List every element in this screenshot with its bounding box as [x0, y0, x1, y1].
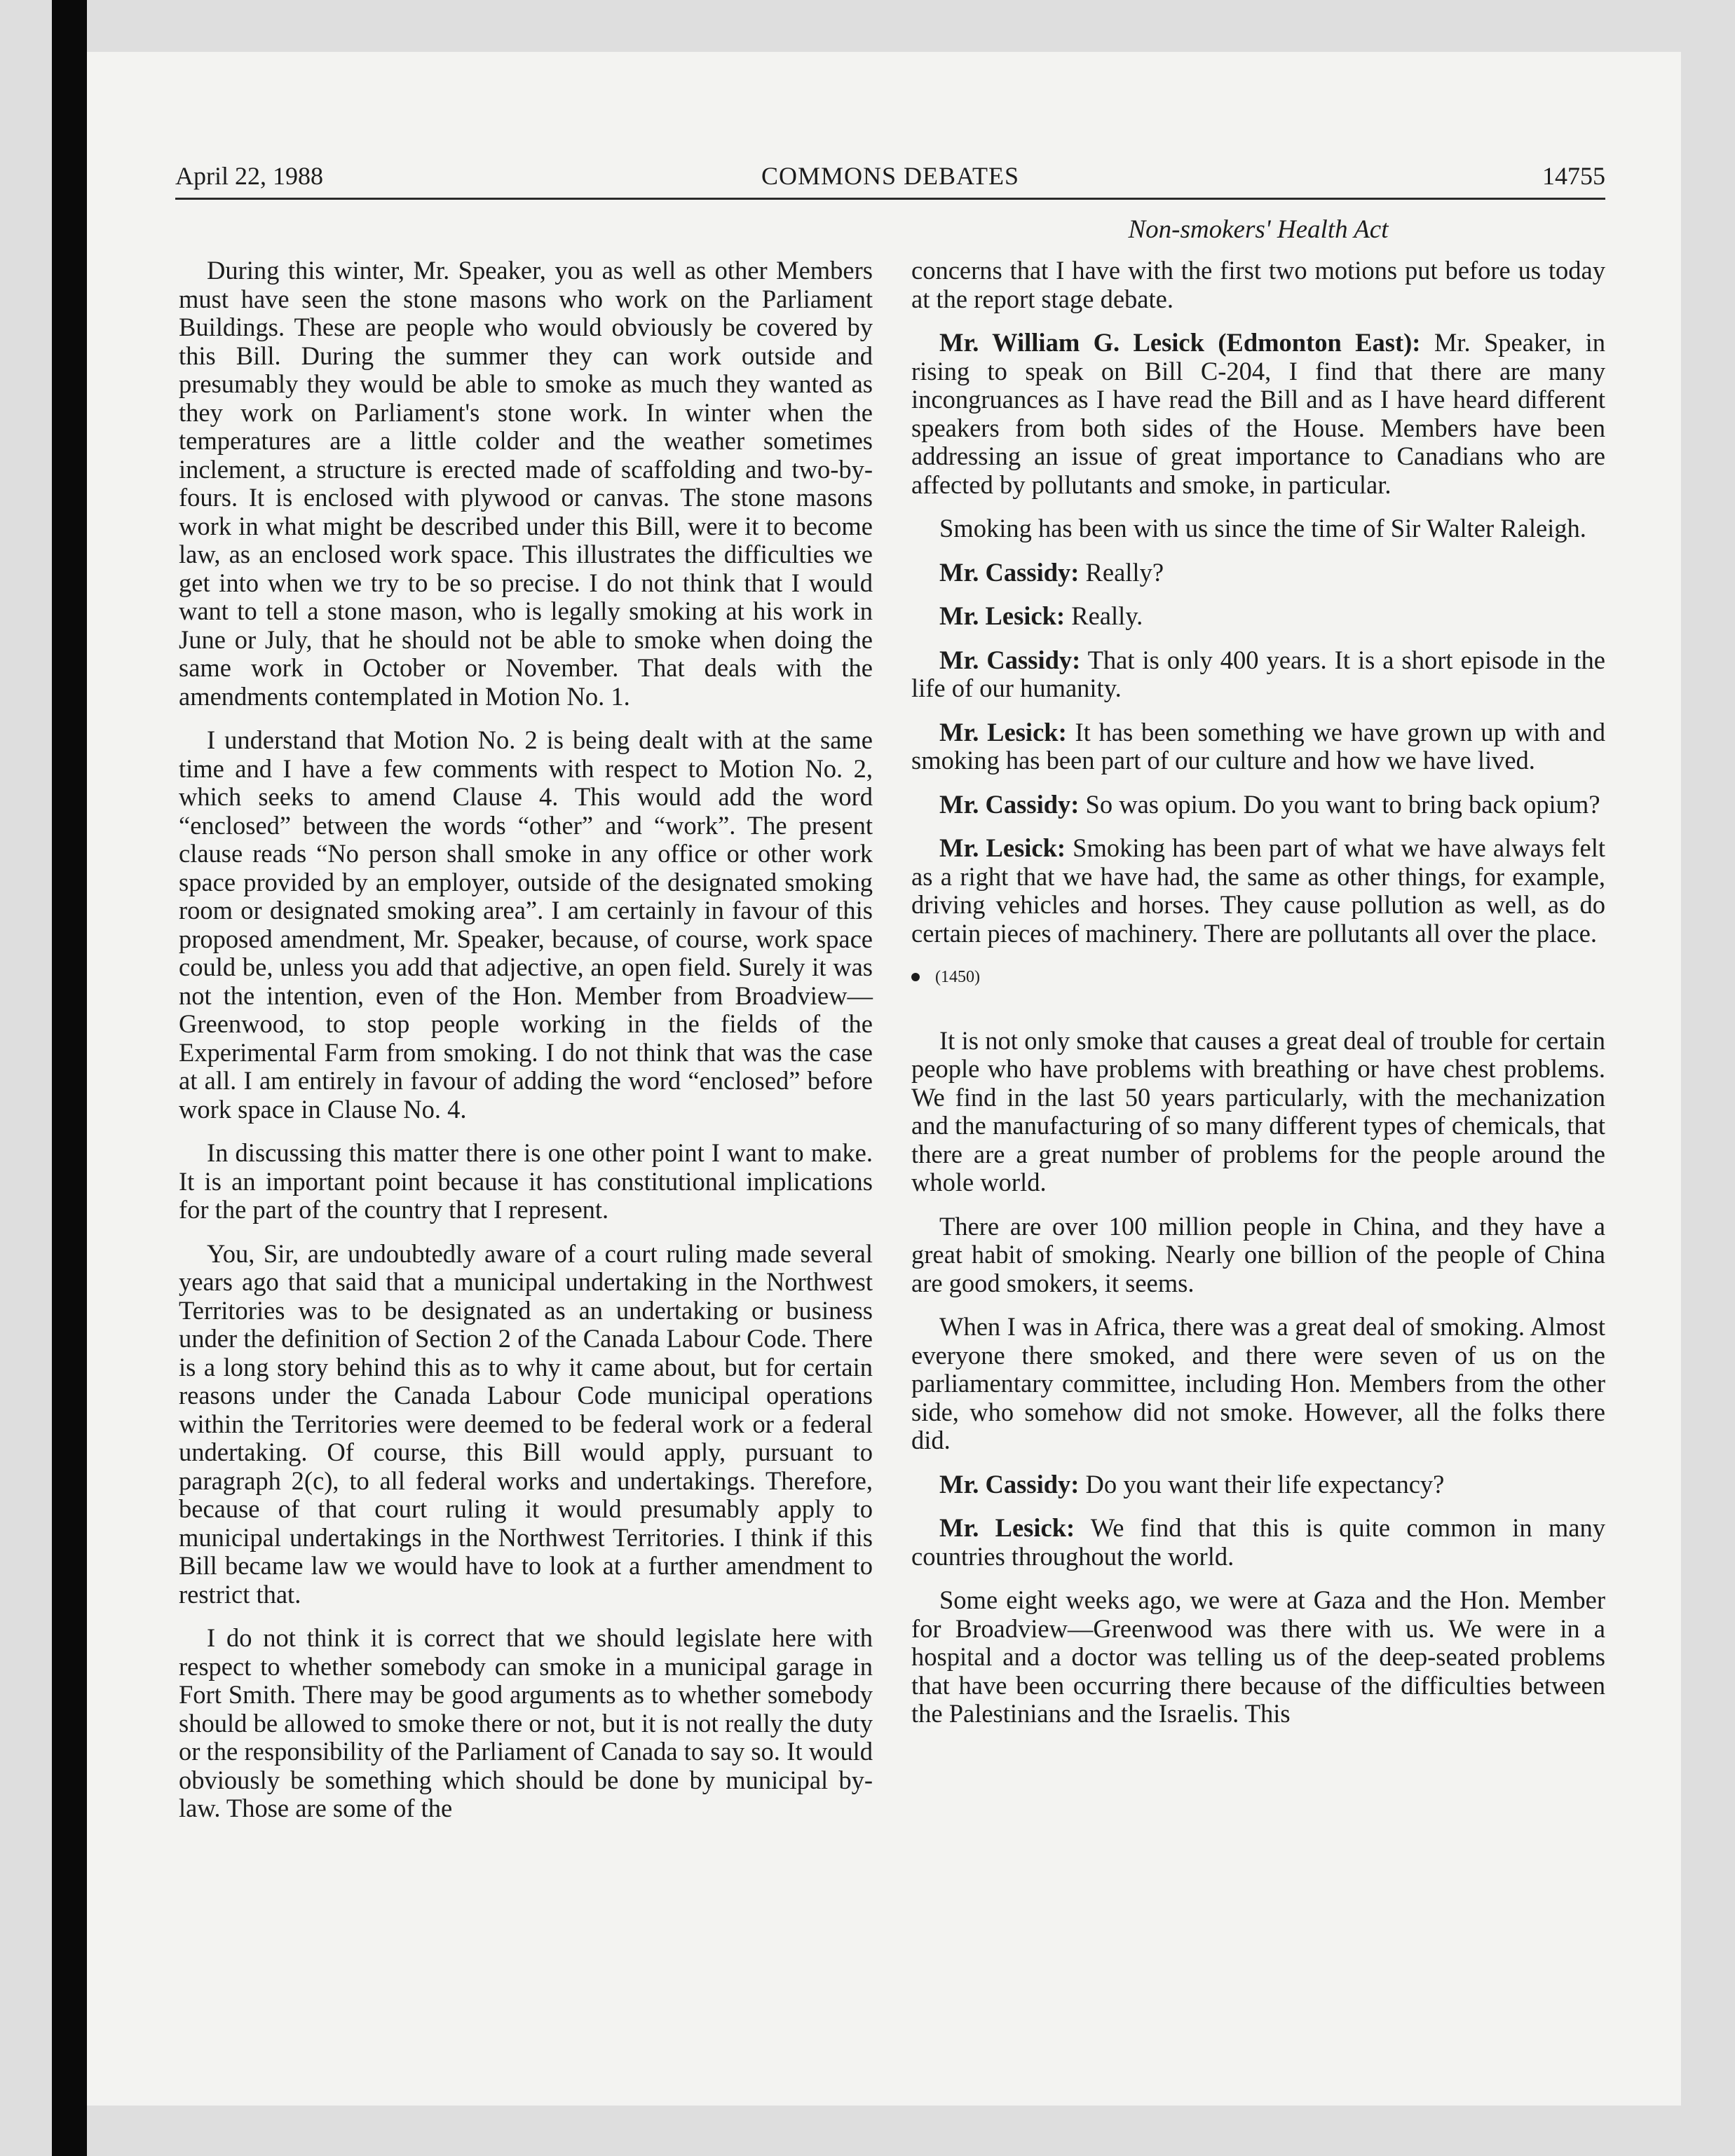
speech-paragraph [911, 329, 1605, 499]
speaker-name: Mr. William G. Lesick (Edmonton East): [939, 328, 1421, 357]
paragraph: Smoking has been with us since the time of Sir Walter Raleigh. [939, 514, 1586, 543]
speech-paragraph [911, 1471, 1605, 1499]
paragraph: I do not think it is correct that we should legislate here with respect to whether somebody can smoke in a municipal garage in Fort Smith. There may be good arguments as to whether somebody should be allowed to smoke there or not, but it is not really the duty or the responsibility of the Parliament of Canada to say so. It would obviously be something which should be done by municipal by-law. Those are some of the [179, 1623, 873, 1822]
speech-text: So was opium. Do you want to bring back opium? [1079, 789, 1600, 819]
timestamp: (1450) [935, 968, 980, 986]
speech-paragraph [911, 602, 1605, 631]
speech-text: Really. [1065, 601, 1143, 630]
paragraph: I understand that Motion No. 2 is being dealt with at the same time and I have a few comments with respect to Motion No. 2, which seeks to amend Clause 4. This would add the word “enclosed” between the words “other” and “work”. The present clause reads “No person shall smoke in any office or other work space provided by an employer, outside of the designated smoking room or designated smoking area”. I am certainly in favour of this proposed amendment, Mr. Speaker, because, of course, work space could be, unless you add that adjective, an open field. Surely it was not the intention, even of the Hon. Member from Broadview—Greenwood, to stop people working in the fields of the Experimental Farm from smoking. I do not think that was the case at all. I am entirely in favour of adding the word “enclosed” before work space in Clause No. 4. [179, 725, 873, 1124]
header-date: April 22, 1988 [175, 162, 323, 190]
speaker-name: Mr. Cassidy: [939, 789, 1080, 819]
speech-text: We find that this is quite common in many countries throughout the world. [911, 1513, 1605, 1571]
page-number: 14755 [1542, 162, 1605, 190]
speaker-name: Mr. Lesick: [939, 1513, 1075, 1542]
speech-text: Really? [1079, 557, 1164, 587]
timestamp-marker [911, 963, 1605, 992]
right-column [911, 257, 1605, 1744]
speaker-name: Mr. Cassidy: [939, 1469, 1080, 1499]
speech-paragraph [911, 1514, 1605, 1571]
paragraph: concerns that I have with the first two motions put before us today at the report stage debate. [911, 256, 1605, 313]
speech-text: Do you want their life expectancy? [1079, 1469, 1445, 1499]
speech-paragraph [911, 718, 1605, 775]
speaker-name: Mr. Lesick: [939, 717, 1067, 746]
paragraph: In discussing this matter there is one other point I want to make. It is an important point because it has constitutional implications for the part of the country that I represent. [179, 1138, 873, 1224]
speech-paragraph [911, 559, 1605, 587]
paragraph: When I was in Africa, there was a great deal of smoking. Almost everyone there smoked, and there were seven of us on the parliamentary committee, including Hon. Members from the other side, who somehow did not smoke. However, all the folks there did. [911, 1312, 1605, 1454]
speech-text: It has been something we have grown up with and smoking has been part of our culture and how we have lived. [911, 717, 1605, 775]
speech-paragraph [911, 791, 1605, 819]
speech-paragraph [911, 646, 1605, 703]
speech-paragraph [911, 834, 1605, 948]
page-header [175, 161, 1605, 200]
left-column [179, 257, 873, 1838]
speech-text: That is only 400 years. It is a short episode in the life of our humanity. [911, 645, 1605, 702]
speaker-name: Mr. Lesick: [939, 833, 1066, 862]
bullet-icon [911, 973, 920, 981]
paragraph: Some eight weeks ago, we were at Gaza and the Hon. Member for Broadview—Greenwood was there with us. We were in a hospital and a doctor was telling us of the deep-seated problems that have been occurring there because of the difficulties between the Palestinians and the Israelis. This [911, 1585, 1605, 1728]
speaker-name: Mr. Lesick: [939, 601, 1066, 630]
scan-edge [52, 0, 87, 2156]
speech-text: Mr. Speaker, in rising to speak on Bill C-204, I find that there are many incongruances as I have read the Bill and as I have heard different speakers from both sides of the House. Members have been addressing an issue of great importance to Canadians who are affected by pollutants and smoke, in particular. [911, 328, 1605, 499]
publication-name: COMMONS DEBATES [761, 162, 1020, 190]
paragraph: You, Sir, are undoubtedly aware of a court ruling made several years ago that said that a municipal undertaking in the Northwest Territories was to be designated as an undertaking or business under the definition of Section 2 of the Canada Labour Code. There is a long story behind this as to why it came about, but for certain reasons under the Canada Labour Code municipal operations within the Territories were deemed to be federal work or a federal undertaking. Of course, this Bill would apply, pursuant to paragraph 2(c), to all federal works and undertakings. Therefore, because of that court ruling it would presumably apply to municipal undertakings in the Northwest Territories. I think if this Bill became law we would have to look at a further amendment to restrict that. [179, 1239, 873, 1609]
speaker-name: Mr. Cassidy: [939, 557, 1080, 587]
paragraph: During this winter, Mr. Speaker, you as well as other Members must have seen the stone masons who work on the Parliament Buildings. These are people who would obviously be covered by this Bill. During the summer they can work outside and presumably they would be able to smoke as much they wanted as they work on Parliament's stone work. In winter when the temperatures are a little colder and the weather sometimes inclement, a structure is erected made of scaffolding and two-by-fours. It is enclosed with plywood or canvas. The stone masons work in what might be described under this Bill, were it to become law, as an enclosed work space. This illustrates the difficulties we get into when we try to be so precise. I do not think that I would want to tell a stone mason, who is legally smoking at his work in June or July, that he should not be able to smoke when doing the same work in October or November. That deals with the amendments contemplated in Motion No. 1. [179, 256, 873, 711]
speaker-name: Mr. Cassidy: [939, 645, 1081, 674]
paragraph: It is not only smoke that causes a great deal of trouble for certain people who have problems with breathing or have chest problems. We find in the last 50 years particularly, with the mechanization and the manufacturing of so many different types of chemicals, that there are a great number of problems for the people around the whole world. [911, 1025, 1605, 1196]
speech-text: Smoking has been part of what we have always felt as a right that we have had, the same as other things, for example, driving vehicles and horses. They cause pollution as well, as do certain pieces of machinery. There are pollutants all over the place. [911, 833, 1605, 948]
paragraph: There are over 100 million people in China, and they have a great habit of smoking. Nearly one billion of the people of China are good smokers, it seems. [911, 1211, 1605, 1297]
section-title: Non-smokers' Health Act [1128, 215, 1389, 244]
